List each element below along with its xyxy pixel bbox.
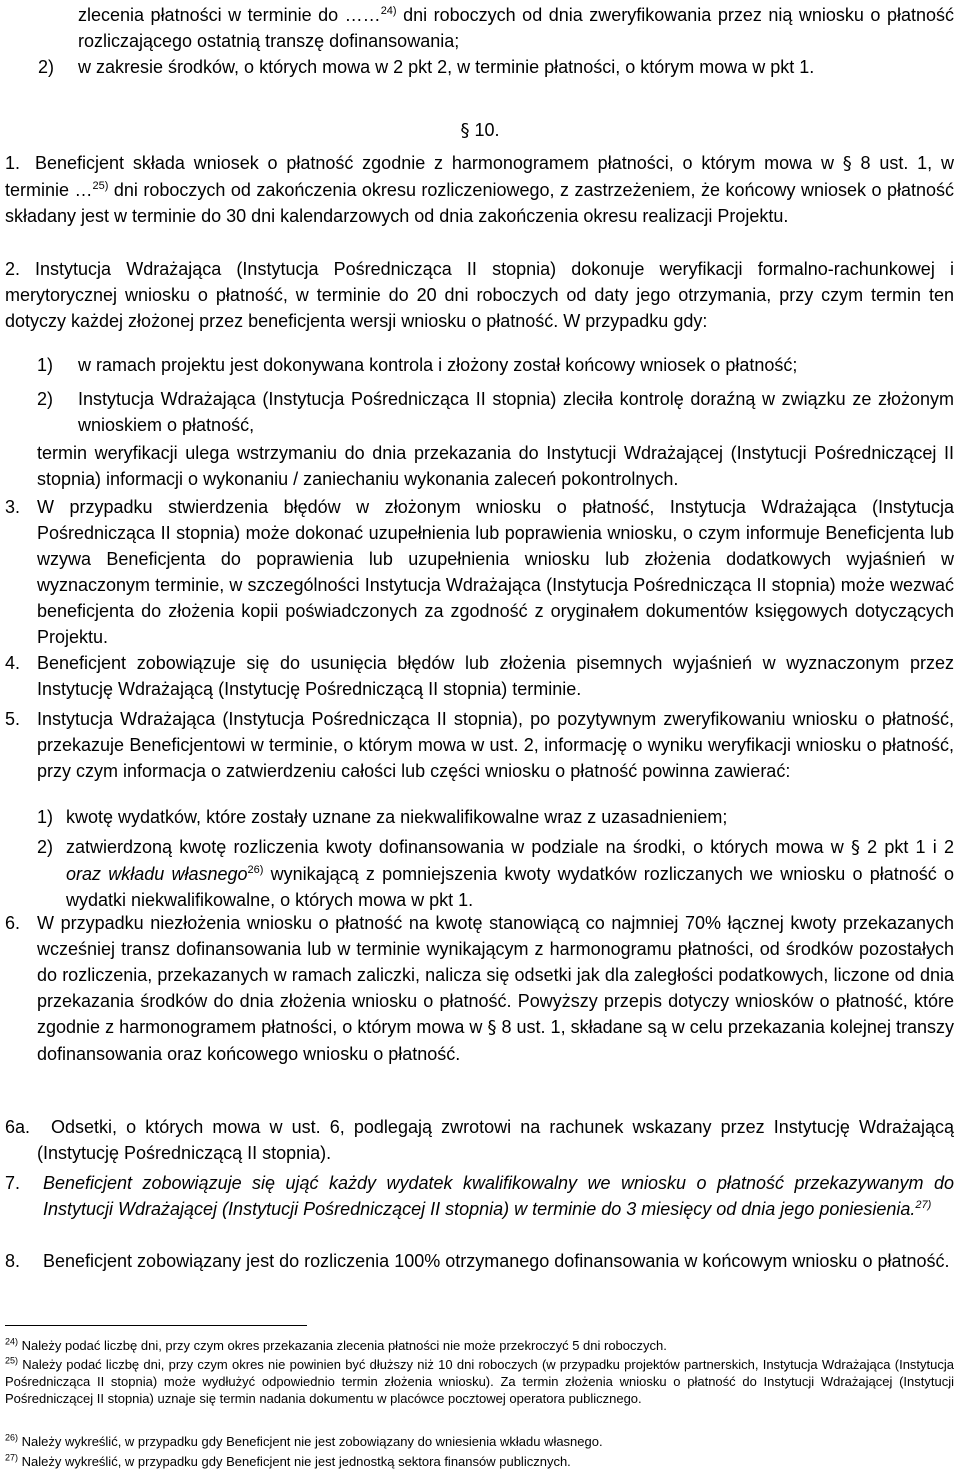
footnote-ref-25[interactable]: 25) bbox=[92, 180, 109, 192]
para-1-number: 1. bbox=[5, 153, 21, 173]
para-8-number: 8. bbox=[5, 1251, 21, 1271]
para-2-item-2-text: Instytucja Wdrażająca (Instytucja Pośrednicząca II stopnia) zleciła kontrolę doraźną w związku ze złożonym wnioskiem o płatność, bbox=[78, 389, 954, 435]
footnote-ref-26[interactable]: 26) bbox=[247, 864, 264, 876]
para-5-item-2-text: zatwierdzoną kwotę rozliczenia kwoty dofinansowania w podziale na środki, o których mowa w § 2 pkt 1 i 2 oraz wkładu własnego$^{26)}$ wynikającą z pomniejszenia kwoty wydatków rozliczanych we wniosku o płatność o wydatki niekwalifikowalne, o których mowa w pkt 1. bbox=[66, 837, 954, 910]
footnote-27-mark: 27) bbox=[5, 1452, 19, 1463]
top-item-2-text: w zakresie środków, o których mowa w 2 pkt 2, w terminie płatności, o którym mowa w pkt 1. bbox=[78, 57, 815, 77]
para-4-text: Beneficjent zobowiązuje się do usunięcia błędów lub złożenia pisemnych wyjaśnień w wyznaczonym przez Instytucję Wdrażającą (Instytucję Pośredniczącą II stopnia) terminie. bbox=[37, 653, 954, 699]
para-2-closing-text: termin weryfikacji ulega wstrzymaniu do dnia przekazania do Instytucji Wdrażającej (Instytucji Pośredniczącej II stopnia) informacji o wykonaniu / zaniechaniu wykonania zaleceń pokontrolnych. bbox=[37, 443, 954, 489]
para-5-text: Instytucja Wdrażająca (Instytucja Pośrednicząca II stopnia), po pozytywnym zweryfikowaniu wniosku o płatność, przekazuje Beneficjentowi w terminie, o którym mowa w ust. 2, informację o wyniku weryfikacji wniosku o płatność, przy czym informacja o zatwierdzeniu całości lub części wniosku o płatność powinna zawierać: bbox=[37, 709, 954, 781]
para-2-item-1-number: 1) bbox=[37, 355, 54, 375]
footnote-24: $^{24)}$ Należy podać liczbę dni, przy czym okres przekazania zlecenia płatności nie może przekroczyć 5 dni roboczych. bbox=[5, 1336, 667, 1353]
footnote-25: $^{25)}$ Należy podać liczbę dni, przy czym okres nie powinien być dłuższy niż 10 dni roboczych (w przypadku projektów partnerskich, Instytucja Wdrażająca (Instytucja Pośrednicząca II stopnia) może wydłużyć odpowiednio termin złożenia wniosku). Za termin złożenia wniosku o płatność do Instytucji Wdrażającej (Instytucji Pośredniczącej II stopnia) uznaje się termin nadania dokumentu w placówce pocztowej operatora publicznego. bbox=[5, 1355, 954, 1406]
para-6a-number: 6a. bbox=[5, 1117, 31, 1137]
para-5-item-1-text: kwotę wydatków, które zostały uznane za niekwalifikowalne wraz z uzasadnieniem; bbox=[66, 807, 728, 827]
para-2-item-1-text: w ramach projektu jest dokonywana kontrola i złożony został końcowy wniosek o płatność; bbox=[78, 355, 798, 375]
para-2-item-2-number: 2) bbox=[37, 389, 54, 409]
para-6a-text: Odsetki, o których mowa w ust. 6, podlegają zwrotowi na rachunek wskazany przez Instytucję Wdrażającą (Instytucję Pośredniczącą II stopnia). bbox=[37, 1117, 954, 1163]
para-8-text: Beneficjent zobowiązany jest do rozliczenia 100% otrzymanego dofinansowania w końcowym wniosku o płatność. bbox=[43, 1251, 950, 1271]
top-item-2-number: 2) bbox=[38, 57, 55, 77]
footnote-25-mark: 25) bbox=[5, 1355, 19, 1366]
para-7-number: 7. bbox=[5, 1173, 21, 1193]
footnote-separator bbox=[5, 1325, 307, 1326]
footnote-ref-27[interactable]: 27) bbox=[915, 1199, 932, 1211]
para-4-number: 4. bbox=[5, 653, 21, 673]
top-continuation: zlecenia płatności w terminie do ……$^{24)}$ dni roboczych od dnia zweryfikowania przez nią wniosku o płatność rozliczającego ostatnią transzę dofinansowania; bbox=[78, 5, 954, 51]
footnote-26-mark: 26) bbox=[5, 1432, 19, 1443]
para-6-number: 6. bbox=[5, 913, 21, 933]
para-5-item-2-number: 2) bbox=[37, 837, 54, 857]
para-3-text: W przypadku stwierdzenia błędów w złożonym wniosku o płatność, Instytucja Wdrażająca (Instytucja Pośrednicząca II stopnia) może dokonać uzupełnienia lub poprawienia wniosku, o czym informuje Beneficjenta lub wzywa Beneficjenta do poprawienia lub uzupełnienia wniosku lub złożenia dodatkowych wyjaśnień w wyznaczonym terminie, w szczególności Instytucja Wdrażająca (Instytucja Pośrednicząca II stopnia) może wezwać beneficjenta do złożenia kopii poświadczonych za zgodność z oryginałem dokumentów księgowych dotyczących Projektu. bbox=[37, 497, 954, 647]
para-3-number: 3. bbox=[5, 497, 21, 517]
footnote-27: $^{27)}$ Należy wykreślić, w przypadku gdy Beneficjent nie jest jednostką sektora finansów publicznych. bbox=[5, 1452, 571, 1469]
section-number: 10. bbox=[474, 120, 500, 140]
footnote-ref-24[interactable]: 24) bbox=[380, 5, 397, 17]
para-2-text: Instytucja Wdrażająca (Instytucja Pośrednicząca II stopnia) dokonuje weryfikacji formalno-rachunkowej i merytorycznej wniosku o płatność, w terminie do 20 dni roboczych od daty jego otrzymania, przy czym termin ten dotyczy każdej złożonej przez beneficjenta wersji wniosku o płatność. W przypadku gdy: bbox=[5, 259, 954, 331]
para-5-item-1-number: 1) bbox=[37, 807, 54, 827]
para-1-text: Beneficjent składa wniosek o płatność zgodnie z harmonogramem płatności, o którym mowa w § 8 ust. 1, w terminie …$^{25)}$ dni roboczych od zakończenia okresu rozliczeniowego, z zastrzeżeniem, że końcowy wniosek o płatność składany jest w terminie do 30 dni kalendarzowych od dnia zakończenia okresu realizacji Projektu. bbox=[5, 153, 954, 226]
para-6-text: W przypadku niezłożenia wniosku o płatność na kwotę stanowiącą co najmniej 70% łącznej kwoty przekazanych wcześniej transz dofinansowania lub w terminie wynikającym z harmonogramu płatności, od środków pozostałych do rozliczenia, przekazanych w ramach zaliczki, nalicza się odsetki jak dla zaległości podatkowych, liczone od dnia przekazania środków do dnia złożenia wniosku o płatność. Powyższy przepis dotyczy wniosków o płatność, które zgodnie z harmonogramem płatności, o którym mowa w § 8 ust. 1, składane są w celu przekazania kolejnej transzy dofinansowania oraz końcowego wniosku o płatność. bbox=[37, 913, 954, 1064]
footnote-24-mark: 24) bbox=[5, 1336, 19, 1347]
para-7-text: Beneficjent zobowiązuje się ująć każdy wydatek kwalifikowalny we wniosku o płatność przekazywanym do Instytucji Wdrażającej (Instytucji Pośredniczącej II stopnia) w terminie do 3 miesięcy od dnia jego poniesienia.$^{27)}$ bbox=[43, 1173, 954, 1219]
section-heading bbox=[0, 117, 960, 144]
para-2-number: 2. bbox=[5, 259, 21, 279]
section-sign: § bbox=[460, 120, 470, 141]
para-5-number: 5. bbox=[5, 709, 21, 729]
footnote-26: $^{26)}$ Należy wykreślić, w przypadku gdy Beneficjent nie jest zobowiązany do wniesienia wkładu własnego. bbox=[5, 1432, 603, 1449]
